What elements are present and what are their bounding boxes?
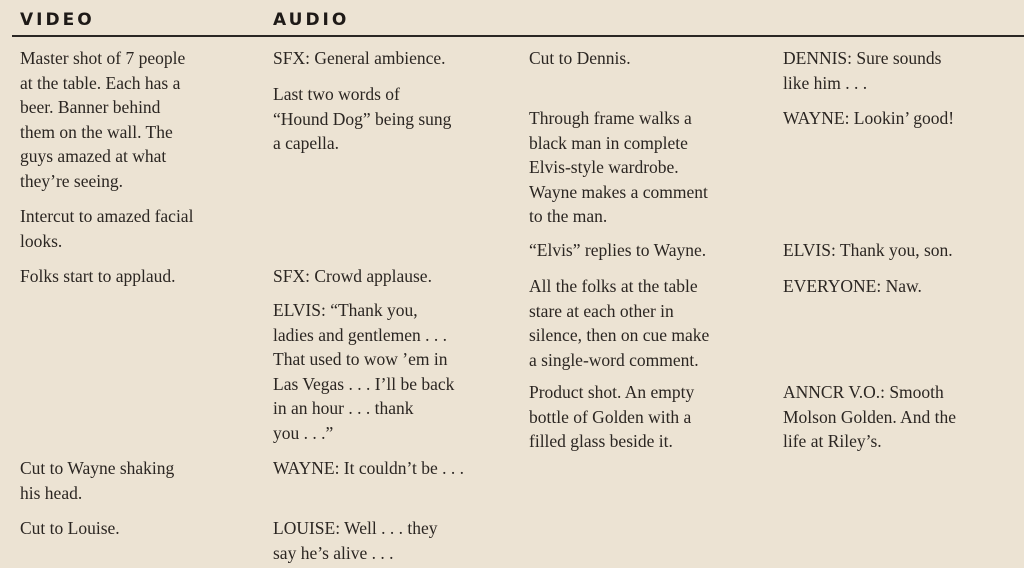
audio-cue: EVERYONE: Naw. <box>783 276 922 296</box>
video-cue: Product shot. An empty bottle of Golden with a filled glass beside it. <box>529 382 695 451</box>
video-cue: Intercut to amazed facial looks. <box>20 206 194 251</box>
audio-cue: DENNIS: Sure sounds like him . . . <box>783 48 942 93</box>
audio-column-header: AUDIO <box>273 10 350 30</box>
video-column-header: VIDEO <box>20 10 95 30</box>
audio-cue: WAYNE: It couldn’t be . . . <box>273 458 465 478</box>
audio-cue: LOUISE: Well . . . they say he’s alive . . . <box>273 518 438 563</box>
header-rule <box>12 35 1024 37</box>
audio-cue: SFX: General ambience. <box>273 48 446 68</box>
video-cue: Folks start to applaud. <box>20 266 176 286</box>
video-cue: “Elvis” replies to Wayne. <box>529 240 707 260</box>
video-cue: Cut to Dennis. <box>529 48 631 68</box>
video-cue: Through frame walks a black man in complete Elvis-style wardrobe. Wayne makes a comment to the man. <box>529 108 708 226</box>
video-cue: Master shot of 7 people at the table. Each has a beer. Banner behind them on the wall. The guys amazed at what they’re seeing. <box>20 48 186 191</box>
video-cue: Cut to Wayne shaking his head. <box>20 458 175 503</box>
video-cue: Cut to Louise. <box>20 518 120 538</box>
audio-cue: ELVIS: “Thank you, ladies and gentlemen . . . That used to wow ’em in Las Vegas . . . I’ll be back in an hour . . . thank you . . .” <box>273 300 455 443</box>
audio-cue: WAYNE: Lookin’ good! <box>783 108 955 128</box>
audio-cue: SFX: Crowd applause. <box>273 266 432 286</box>
audio-cue: ELVIS: Thank you, son. <box>783 240 953 260</box>
video-cue: All the folks at the table stare at each other in silence, then on cue make a single-word comment. <box>529 276 710 370</box>
audio-cue: Last two words of “Hound Dog” being sung a capella. <box>273 84 452 153</box>
audio-cue: ANNCR V.O.: Smooth Molson Golden. And the life at Riley’s. <box>783 382 957 451</box>
